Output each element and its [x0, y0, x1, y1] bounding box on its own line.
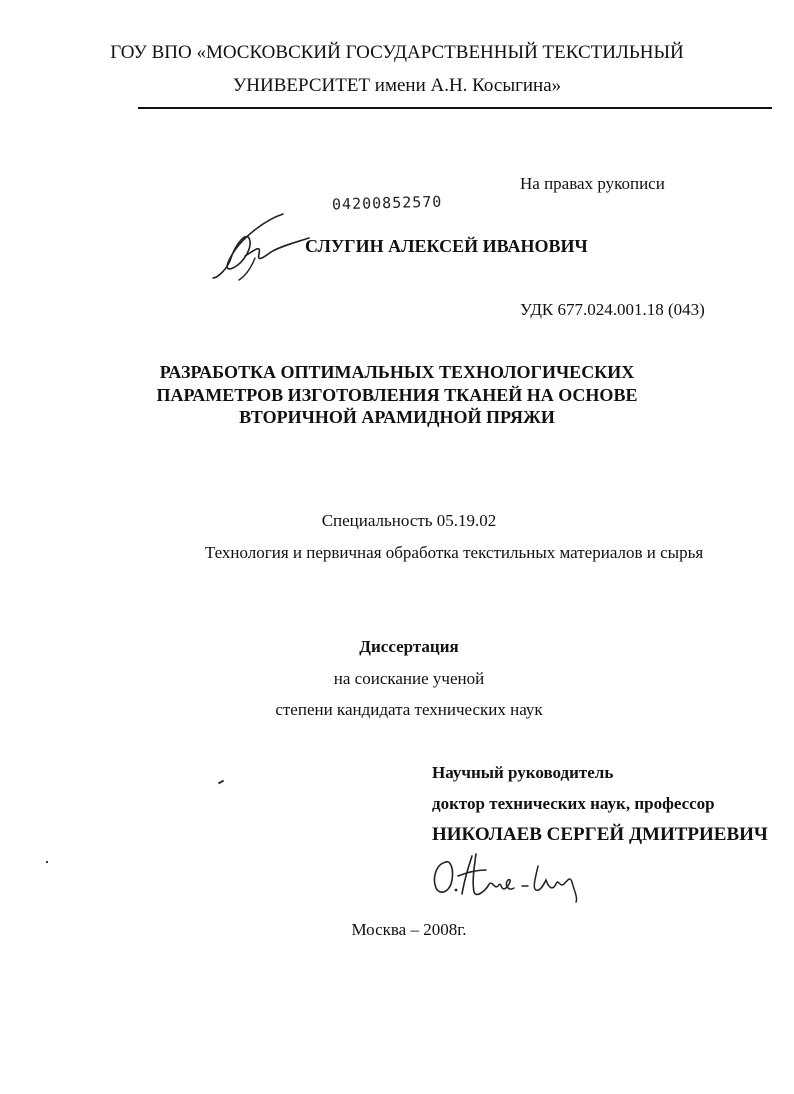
supervisor-degree: доктор технических наук, профессор: [432, 794, 715, 813]
supervisor-name: НИКОЛАЕВ СЕРГЕЙ ДМИТРИЕВИЧ: [432, 824, 768, 845]
supervisor-signature-icon: [428, 848, 598, 904]
place-and-year: Москва – 2008г.: [351, 920, 467, 939]
institution-line-2-text: УНИВЕРСИТЕТ имени А.Н. Косыгина»: [232, 75, 562, 96]
author-signature-icon: [205, 206, 315, 286]
institution-line-1: [60, 42, 794, 64]
scan-speck: [46, 861, 48, 863]
institution-line-2: [60, 75, 794, 97]
udc-code: УДК 677.024.001.18 (043): [520, 300, 705, 319]
document-purpose-line-1: на соискание ученой: [333, 669, 485, 688]
specialty-code: Специальность 05.19.02: [321, 511, 497, 530]
document-purpose-line-2: степени кандидата технических наук: [275, 700, 543, 719]
scan-speck: [218, 780, 224, 785]
thesis-title-line-3: ВТОРИЧНОЙ АРАМИДНОЙ ПРЯЖИ: [239, 407, 555, 427]
thesis-title-line-2: ПАРАМЕТРОВ ИЗГОТОВЛЕНИЯ ТКАНЕЙ НА ОСНОВЕ: [156, 385, 638, 405]
author-name: СЛУГИН АЛЕКСЕЙ ИВАНОВИЧ: [305, 236, 588, 256]
specialty-name: Технология и первичная обработка текстильных материалов и сырья: [204, 543, 704, 562]
thesis-title-line-1: РАЗРАБОТКА ОПТИМАЛЬНЫХ ТЕХНОЛОГИЧЕСКИХ: [159, 362, 635, 382]
institution-line-1-text: ГОУ ВПО «МОСКОВСКИЙ ГОСУДАРСТВЕННЫЙ ТЕКСТИЛЬНЫЙ: [110, 42, 684, 63]
document-type: Диссертация: [359, 637, 459, 656]
supervisor-role: Научный руководитель: [432, 763, 614, 782]
header-divider: [138, 107, 772, 109]
rights-note: На правах рукописи: [520, 174, 665, 193]
archive-stamp-number: 04200852570: [331, 192, 443, 214]
